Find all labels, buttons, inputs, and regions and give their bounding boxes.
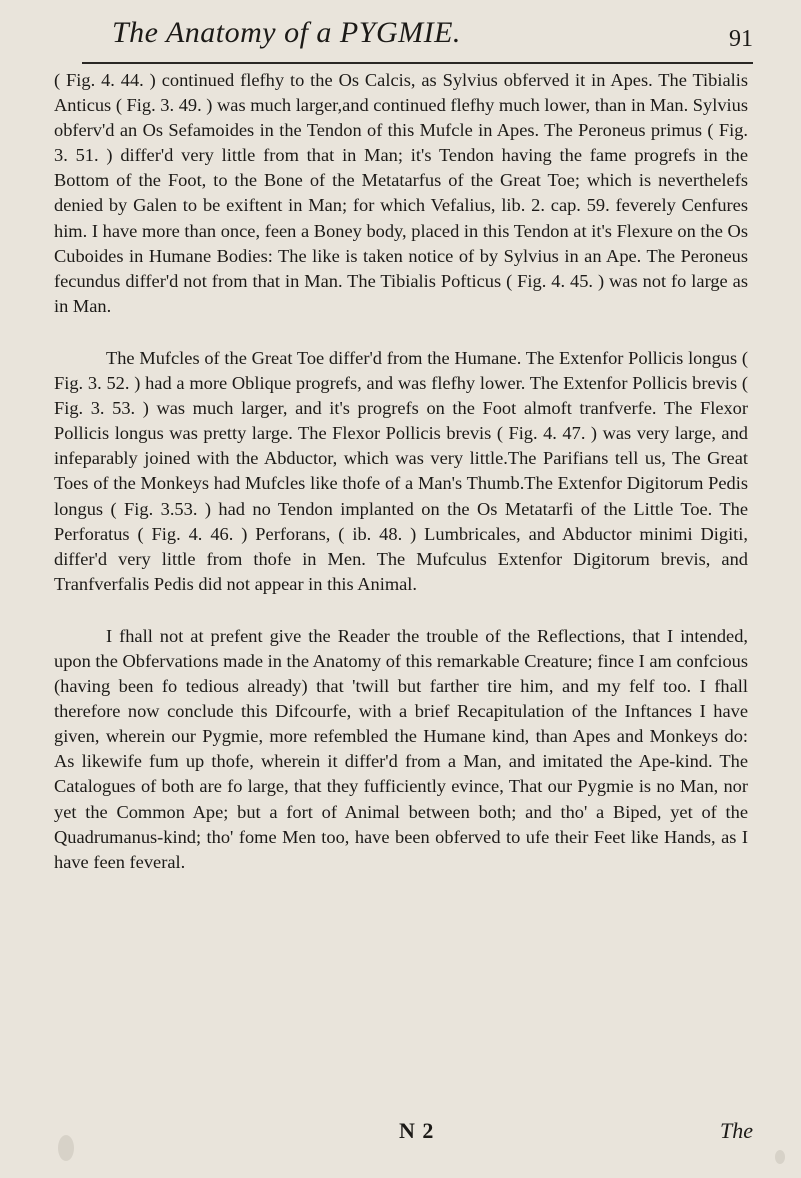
paper-stain [775,1150,785,1164]
catchword: The [720,1118,753,1143]
page-header [82,10,753,64]
paragraph-spacer [54,597,748,624]
page-footer [54,1118,753,1148]
paper-stain [58,1135,74,1161]
body-text [54,68,748,875]
page-number: 91 [729,26,753,52]
paragraph-muscles-of-leg: ( Fig. 4. 44. ) continued flefhy to the Os Calcis, as Sylvius obferved it in Apes. The Tibialis Anticus ( Fig. 3. 49. ) was much larger,and continued flefhy much lower, than in Man. Sylvius obferv'd an Os Sefamoides in the Tendon of this Mufcle in Apes. The Peroneus primus ( Fig. 3. 51. ) differ'd very little from that in Man; it's Tendon having the fame progrefs in the Bottom of the Foot, to the Bone of the Metatarfus of the Great Toe; which is neverthelefs denied by Galen to be exiftent in Man; for which Vefalius, lib. 2. cap. 59. feverely Cenfures him. I have more than once, feen a Boney body, placed in this Tendon at it's Flexure on the Os Cuboides in Humane Bodies: The like is taken notice of by Sylvius in an Ape. The Peroneus fecundus differ'd not from that in Man. The Tibialis Pofticus ( Fig. 4. 45. ) was not fo large as in Man. [54,70,748,316]
paragraph-conclusion: I fhall not at prefent give the Reader the trouble of the Reflections, that I intended, upon the Obfervations made in the Anatomy of this remarkable Creature; fince I am confcious (having been fo tedious already) that 'twill but farther tire him, and my felf too. I fhall therefore now conclude this Difcourfe, with a brief Recapitulation of the Inftances I have given, wherein our Pygmie, more refembled the Humane kind, than Apes and Monkeys do: As likewife fum up thofe, wherein it differ'd from a Man, and imitated the Ape-kind. The Catalogues of both are fo large, that they fufficiently evince, That our Pygmie is no Man, nor yet the Common Ape; but a fort of Animal between both; and tho' a Biped, yet of the Quadrumanus-kind; tho' fome Men too, have been obferved to ufe their Feet like Hands, as I have feen feveral. [54,625,748,872]
running-title: The Anatomy of a PYGMIE. [112,16,461,49]
paragraph-spacer [54,319,748,346]
paragraph-muscles-of-toe: The Mufcles of the Great Toe differ'd from the Humane. The Extenfor Pollicis longus ( Fig. 3. 52. ) had a more Oblique progrefs, and was flefhy lower. The Extenfor Pollicis brevis ( Fig. 3. 53. ) was much larger, and it's progrefs on the Foot almoft tranfverfe. The Flexor Pollicis longus was pretty large. The Flexor Pollicis brevis ( Fig. 4. 47. ) was very large, and infeparably joined with the Abductor, which was very little.The Parifians tell us, The Great Toes of the Monkeys had Mufcles like thofe of a Man's Thumb.The Extenfor Digitorum Pedis longus ( Fig. 3.53. ) had no Tendon implanted on the Os Metatarfi of the Little Toe. The Perforatus ( Fig. 4. 46. ) Perforans, ( ib. 48. ) Lumbricales, and Abductor minimi Digiti, differ'd very little from thofe in Men. The Mufculus Extenfor Digitorum brevis, and Tranfverfalis Pedis did not appear in this Animal. [54,347,748,594]
signature-mark: N 2 [399,1118,435,1143]
